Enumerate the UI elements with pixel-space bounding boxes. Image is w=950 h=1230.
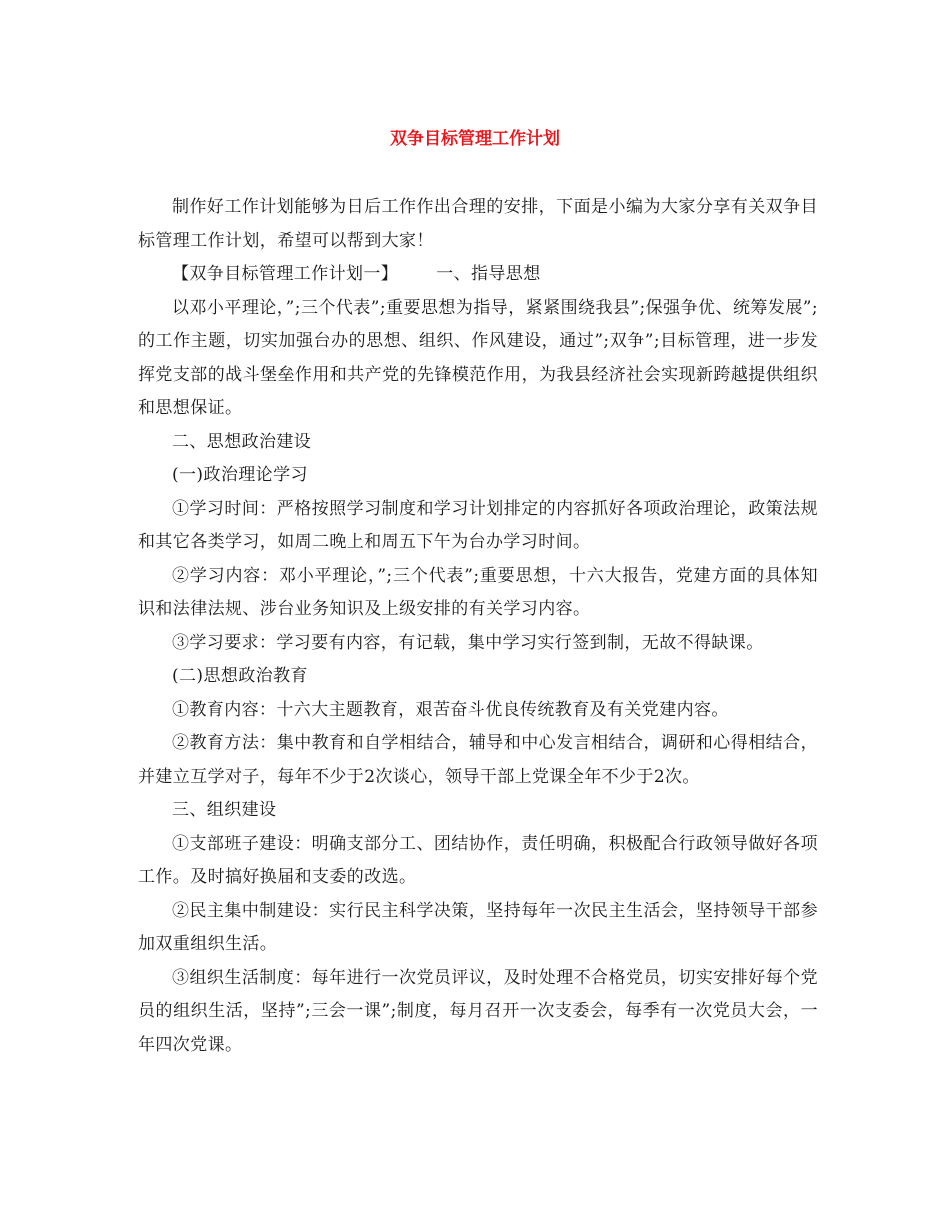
sec3-item-2: ②民主集中制建设：实行民主科学决策，坚持每年一次民主生活会，坚持领导干部参加双重组织生活。 <box>138 900 818 954</box>
document-title: 双争目标管理工作计划 <box>390 129 560 149</box>
section1-heading: 一、指导思想 <box>436 264 541 284</box>
sub2-heading: (二)思想政治教育 <box>172 666 308 686</box>
sub2-item-1: ①教育内容：十六大主题教育，艰苦奋斗优良传统教育及有关党建内容。 <box>172 699 729 720</box>
section3-heading: 三、组织建设 <box>172 800 277 820</box>
sec3-item-3: ③组织生活制度：每年进行一次党员评议，及时处理不合格党员，切实安排好每个党员的组织生活，坚持”;三会一课”;制度，每月召开一次支委会，每季有一次党员大会，一年四次党课。 <box>138 967 818 1055</box>
sub2-item-2: ②教育方法：集中教育和自学相结合，辅导和中心发言相结合，调研和心得相结合，并建立互学对子，每年不少于2次谈心，领导干部上党课全年不少于2次。 <box>138 733 818 787</box>
sub1-item-3: ③学习要求：学习要有内容，有记载，集中学习实行签到制，无故不得缺课。 <box>172 632 764 653</box>
sub1-item-2: ②学习内容：邓小平理论，”;三个代表”;重要思想，十六大报告，党建方面的具体知识和法律法规、涉台业务知识及上级安排的有关学习内容。 <box>138 565 818 619</box>
document-body <box>138 191 818 1062</box>
sec3-item-1: ①支部班子建设：明确支部分工、团结协作，责任明确，积极配合行政领导做好各项工作。及时搞好换届和支委的改选。 <box>138 833 818 887</box>
plan-heading-line <box>138 258 818 292</box>
section2-heading: 二、思想政治建设 <box>172 431 312 452</box>
section1-body: 以邓小平理论，”;三个代表”;重要思想为指导，紧紧围绕我县”;保强争优、统筹发展”;的工作主题，切实加强台办的思想、组织、作风建设，通过”;双争”;目标管理，进一步发挥党支部的战斗堡垒作用和共产党的先锋模范作用，为我县经济社会实现新跨越提供组织和思想保证。 <box>138 297 818 418</box>
sub1-heading: (一)政治理论学习 <box>172 465 308 485</box>
intro-paragraph: 制作好工作计划能够为日后工作作出合理的安排，下面是小编为大家分享有关双争目标管理工作计划，希望可以帮到大家！ <box>138 197 818 251</box>
plan-heading: 【双争目标管理工作计划一】 <box>172 264 399 284</box>
sub1-item-1: ①学习时间：严格按照学习制度和学习计划排定的内容抓好各项政治理论，政策法规和其它各类学习，如周二晚上和周五下午为台办学习时间。 <box>138 498 818 552</box>
